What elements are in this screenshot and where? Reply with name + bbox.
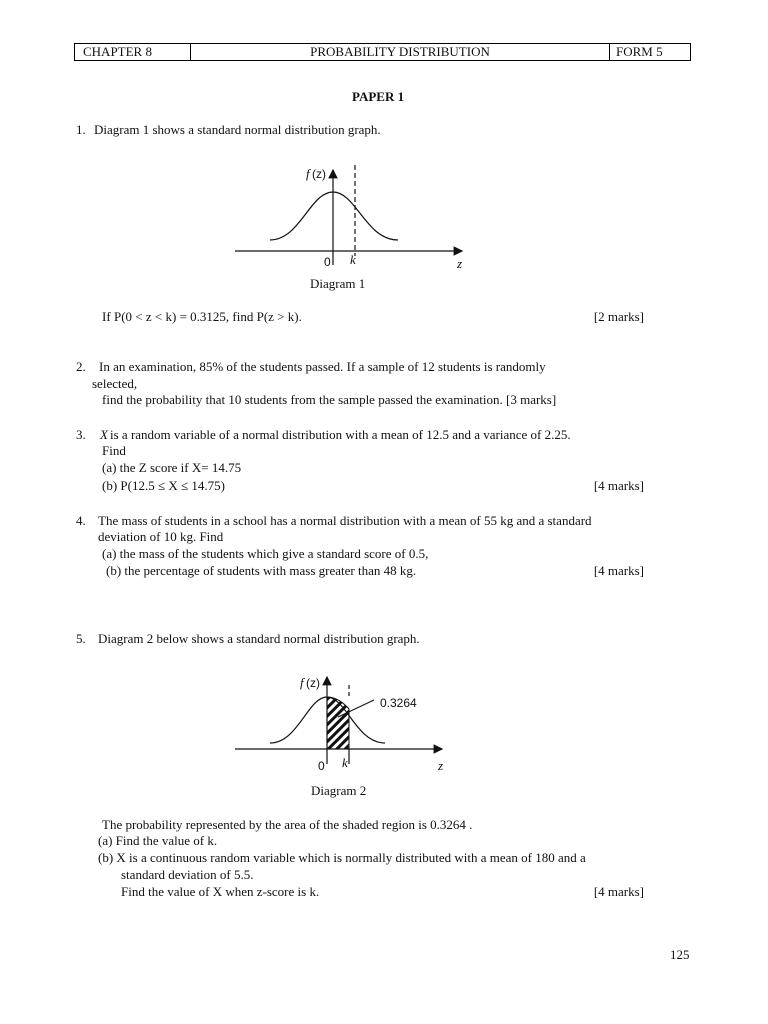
area-label: 0.3264 <box>380 696 417 710</box>
q2-number: 2. <box>76 359 86 374</box>
q5-marks: [4 marks] <box>593 884 644 899</box>
diagram-1-caption: Diagram 1 <box>310 276 366 291</box>
q5-line2: (a) Find the value of k. <box>98 833 218 848</box>
q1-question: P(0 < z < k) = 0.3125, find P(z > k). <box>114 309 302 324</box>
shaded-region <box>327 697 349 749</box>
z-label: z <box>457 256 463 271</box>
q4-line3: (a) the mass of the students which give a standard score of 0.5, <box>102 546 429 561</box>
q5-line5: Find the value of X when z-score is k. <box>121 884 320 899</box>
q4-marks: [4 marks] <box>593 563 644 578</box>
normal-curve <box>270 192 398 240</box>
header-form: FORM 5 <box>616 44 663 59</box>
q4-line4: (b) the percentage of students with mass greater than 48 kg. <box>106 563 417 578</box>
page-number: 125 <box>670 947 690 962</box>
q2-line2: selected, <box>92 376 138 391</box>
q1-number: 1. <box>76 122 86 137</box>
q3-line1: is a random variable of a normal distribution with a mean of 12.5 and a variance of 2.25. <box>110 427 571 442</box>
q5-text: Diagram 2 below shows a standard normal distribution graph. <box>98 631 420 646</box>
q3-var-x: X <box>100 427 108 442</box>
q5-number: 5. <box>76 631 86 646</box>
header-chapter: CHAPTER 8 <box>75 44 191 60</box>
q3-marks: [4 marks] <box>593 478 644 493</box>
diagram-2-caption: Diagram 2 <box>311 783 367 798</box>
y-label-f-2: f <box>300 675 304 690</box>
q3-line2: Find <box>102 443 126 458</box>
paper-title: PAPER 1 <box>352 89 405 104</box>
y-label-z-2: (z) <box>306 676 320 690</box>
q2-line1: In an examination, 85% of the students passed. If a sample of 12 students is randomly <box>99 359 546 374</box>
header-topic: PROBABILITY DISTRIBUTION <box>191 44 610 60</box>
k-label: k <box>350 252 356 267</box>
q5-line3: (b) X is a continuous random variable which is normally distributed with a mean of 180 and a <box>98 850 586 865</box>
q1-question-pre: If <box>102 309 111 324</box>
q1-text: Diagram 1 shows a standard normal distribution graph. <box>94 122 381 137</box>
q4-line1: The mass of students in a school has a normal distribution with a mean of 55 kg and a standard <box>98 513 592 528</box>
q3-line4: (b) P(12.5 ≤ X ≤ 14.75) <box>102 478 225 493</box>
q4-number: 4. <box>76 513 86 528</box>
y-label-z: (z) <box>312 167 326 181</box>
q4-line2: deviation of 10 kg. Find <box>98 529 224 544</box>
q5-line1: The probability represented by the area of the shaded region is 0.3264 . <box>102 817 473 832</box>
y-label-f: f <box>306 166 310 181</box>
header-table <box>74 43 691 61</box>
origin-label: 0 <box>324 255 331 269</box>
diagram-1 <box>230 160 480 295</box>
diagram-2 <box>230 667 460 782</box>
q3-number: 3. <box>76 427 86 442</box>
q3-line3: (a) the Z score if X= 14.75 <box>102 460 242 475</box>
z-label-2: z <box>438 758 444 773</box>
q2-line3: find the probability that 10 students from the sample passed the examination. [3 marks] <box>102 392 557 407</box>
k-label-2: k <box>342 755 348 770</box>
q1-marks: [2 marks] <box>593 309 644 324</box>
q5-line4: standard deviation of 5.5. <box>121 867 254 882</box>
origin-label-2: 0 <box>318 759 325 773</box>
